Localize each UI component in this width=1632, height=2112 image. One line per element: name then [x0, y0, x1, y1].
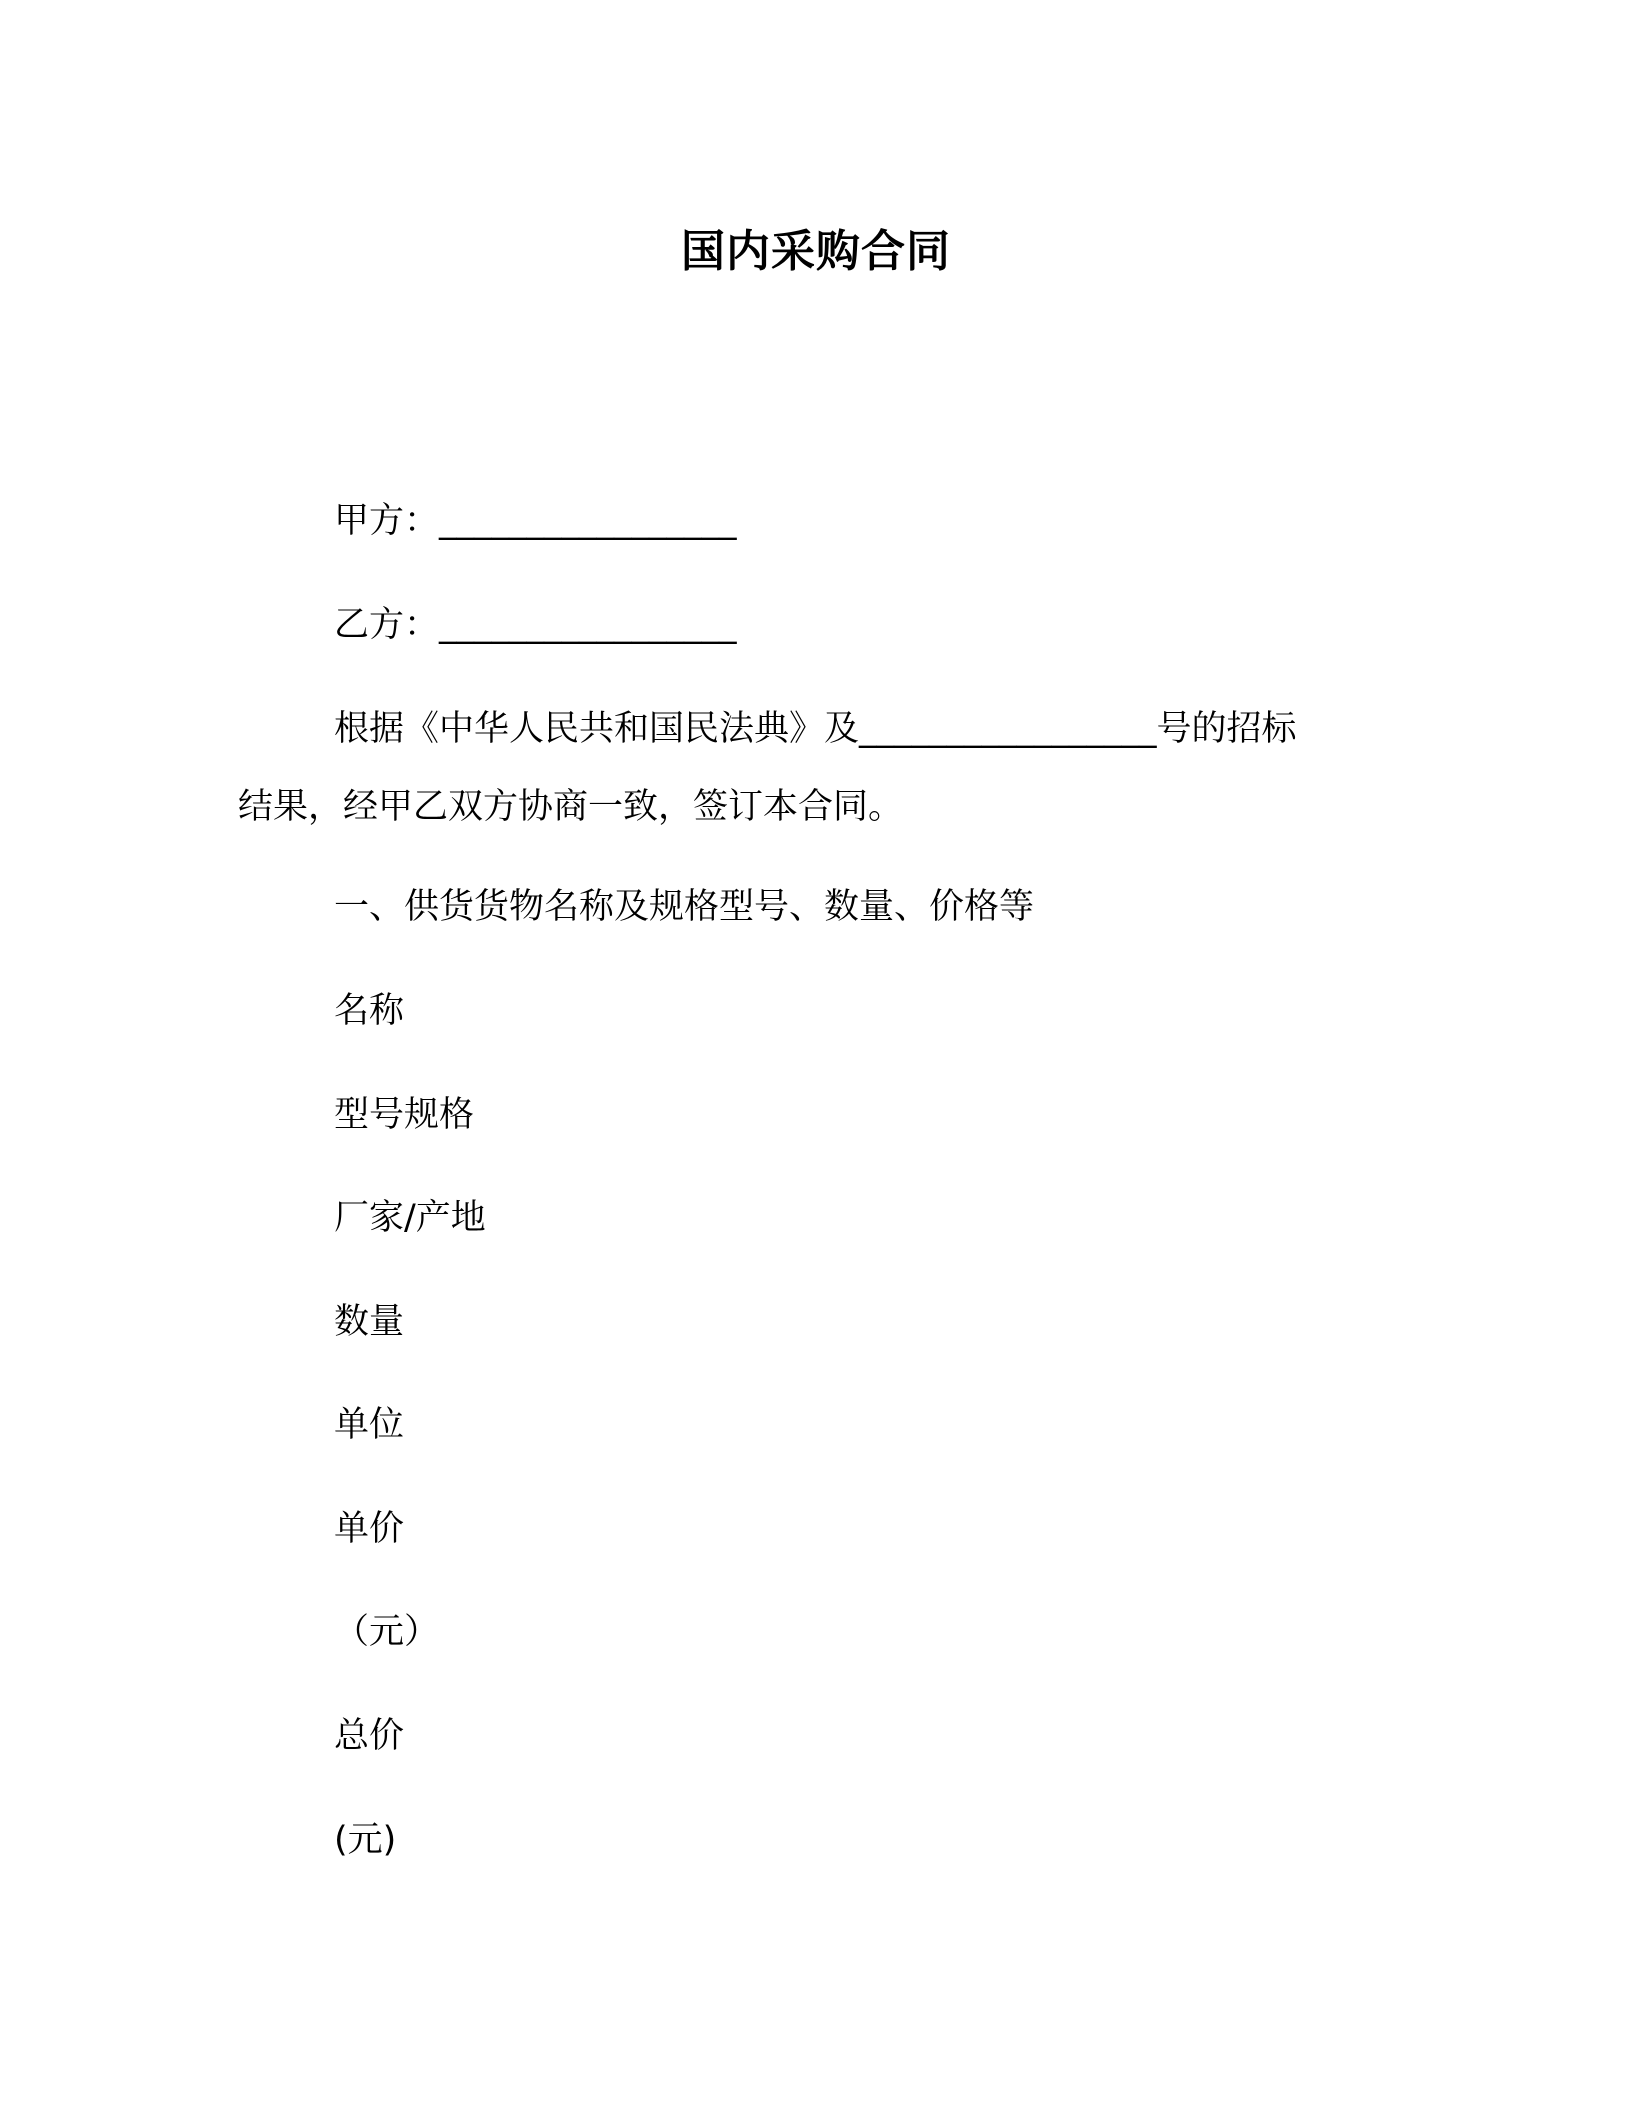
section-heading: 一、供货货物名称及规格型号、数量、价格等 [334, 887, 1035, 927]
intro-paragraph-line-2: 结果，经甲乙双方协商一致，签订本合同。 [238, 787, 904, 827]
party-b-line: 乙方：_________________ [334, 605, 737, 645]
field-label: 单位 [334, 1405, 405, 1445]
field-label: 数量 [334, 1302, 405, 1342]
field-label: 名称 [334, 991, 405, 1031]
field-label: 厂家/产地 [334, 1198, 486, 1238]
field-label: 总价 [334, 1716, 405, 1756]
field-label: (元) [334, 1820, 397, 1860]
intro-paragraph-line-1: 根据《中华人民共和国民法典》及_________________号的招标 [334, 709, 1297, 749]
field-label: 单价 [334, 1509, 405, 1549]
party-a-line: 甲方：_________________ [334, 501, 737, 541]
document-title: 国内采购合同 [681, 226, 951, 277]
field-label: （元） [334, 1612, 440, 1652]
field-label: 型号规格 [334, 1095, 475, 1135]
